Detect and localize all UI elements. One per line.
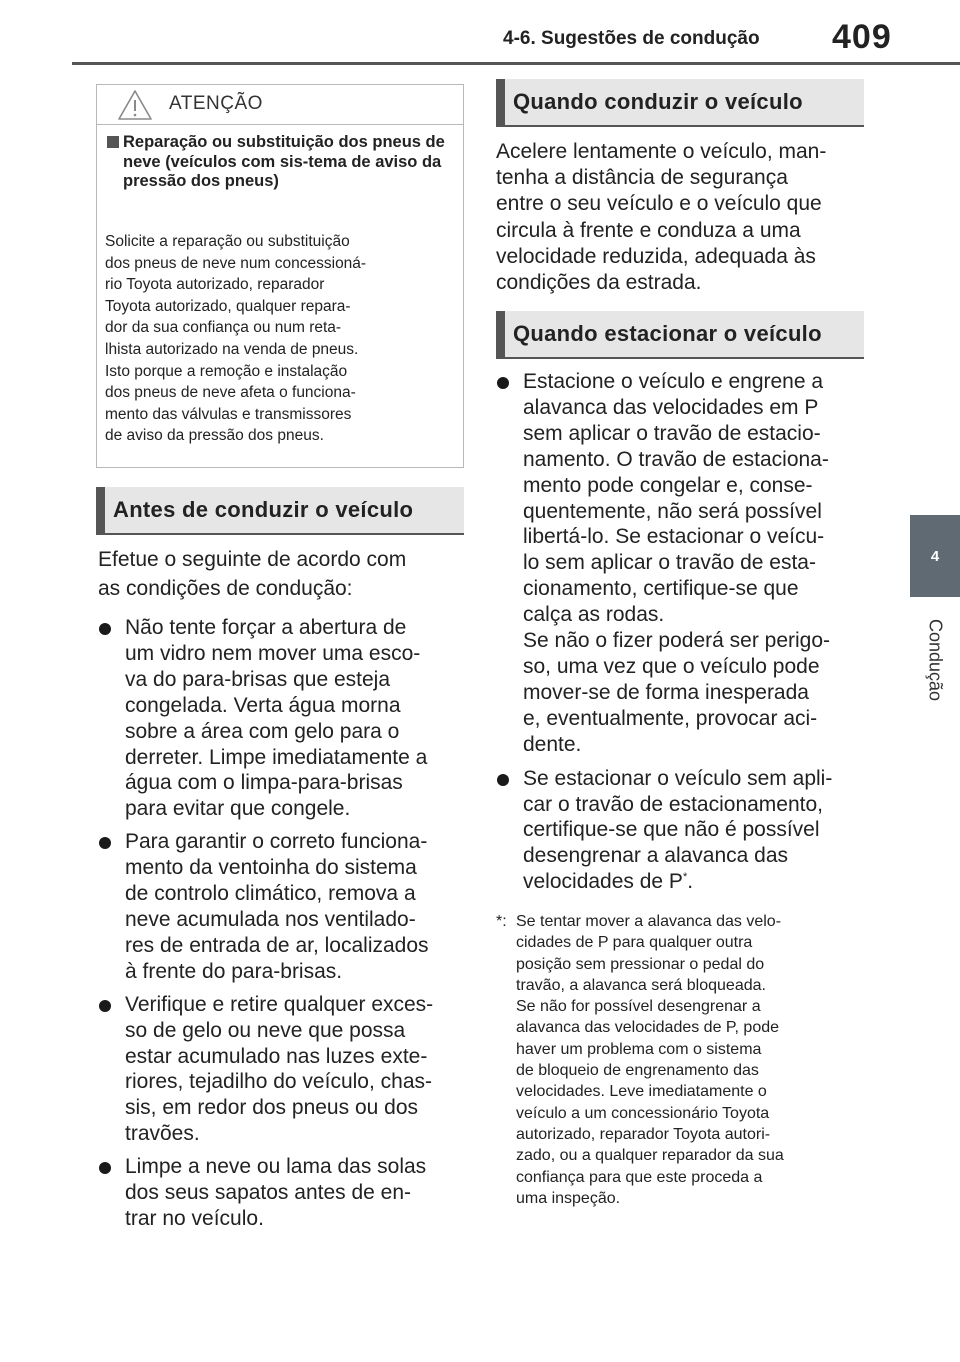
list-item: Se estacionar o veículo sem apli- car o travão de estacionamento, certifique-se que não é possível desengrenar a alavanca das velocidades de P*. bbox=[496, 766, 866, 896]
list-item: Estacione o veículo e engrene a alavanca das velocidades em P sem aplicar o travão de estacio- namento. O travão de estaciona- mento pode congelar e, conse- quentemente, não será possível libertá-lo. Se estacionar o veícu- lo sem aplicar o travão de esta- cionamento, certifique-se que calça as rodas. Se não o fizer poderá ser perigo- so, uma vez que o veículo pode mover-se de forma inesperada e, eventualmente, provocar aci- dente. bbox=[496, 369, 866, 758]
when-driving-text: Acelere lentamente o veículo, man- tenha a distância de segurança entre o seu veículo e o veículo que circula à frente e conduza a uma velocidade reduzida, adequada às condições da estrada. bbox=[496, 140, 827, 295]
chapter-label: Condução bbox=[925, 618, 946, 702]
warning-triangle-icon bbox=[117, 89, 153, 121]
header-rule bbox=[72, 62, 960, 65]
section-title: 4-6. Sugestões de condução bbox=[503, 28, 760, 49]
bullet-dot-icon bbox=[497, 377, 509, 389]
heading-when-parking-text: Quando estacionar o veículo bbox=[513, 321, 822, 346]
caution-title: ATENÇÃO bbox=[169, 93, 263, 114]
heading-when-driving bbox=[496, 79, 864, 127]
bullet-dot-icon bbox=[99, 1000, 111, 1012]
caution-body: Solicite a reparação ou substituição dos pneus de neve num concessioná- rio Toyota autorizado, reparador Toyota autorizado, qualquer repara- dor da sua confiança ou num reta- lhista autorizado na venda de pneus. Isto porque a remoção e instalação dos pneus de neve afeta o funciona- mento das válvulas e transmissores de aviso da pressão dos pneus. bbox=[105, 233, 367, 445]
footnote-text: Se tentar mover a alavanca das velo- cidades de P para qualquer outra posição sem pressionar o pedal do travão, a alavanca será bloqueada. Se não for possível desengrenar a alavanca das velocidades de P, pode haver um problema com o sistema de bloqueio de engrenamento das velocidades. Leve imediatamente o veículo a um concessionário Toyota autorizado, reparador Toyota autori- zado, ou a qualquer reparador da sua confiança para que este proceda a uma inspeção. bbox=[516, 913, 784, 1207]
bullet-dot-icon bbox=[99, 837, 111, 849]
list-item: Verifique e retire qualquer exces- so de gelo ou neve que possa estar acumulado nas luzes exte- riores, tejadilho do veículo, chas- sis, em redor dos pneus ou dos travões. bbox=[98, 992, 468, 1147]
bullet-dot-icon bbox=[497, 774, 509, 786]
caution-box bbox=[96, 84, 464, 468]
footnote-reference: * bbox=[682, 871, 688, 884]
list-item: Para garantir o correto funciona- mento da ventoinha do sistema de controlo climático, remova a neve acumulada nos ventilado- res de entrada de ar, localizados à frente do para-brisas. bbox=[98, 829, 468, 984]
page-number: 409 bbox=[832, 18, 892, 56]
caution-header bbox=[97, 85, 463, 125]
list-item: Não tente forçar a abertura de um vidro nem mover uma esco- va do para-brisas que esteja congelada. Verta água morna sobre a área com gelo para o derreter. Limpe imediatamente a água com o limpa-para-brisas para evitar que congele. bbox=[98, 615, 468, 822]
heading-before-driving-text: Antes de conduzir o veículo bbox=[113, 497, 414, 522]
heading-when-parking bbox=[496, 311, 864, 359]
caution-subheading bbox=[107, 133, 453, 192]
footnote-mark: *: bbox=[496, 913, 507, 930]
chapter-tab bbox=[910, 515, 960, 597]
before-driving-intro: Efetue o seguinte de acordo com as condições de condução: bbox=[98, 548, 407, 600]
square-bullet-icon bbox=[107, 136, 119, 148]
bullet-dot-icon bbox=[99, 1162, 111, 1174]
bullet-dot-icon bbox=[99, 623, 111, 635]
heading-before-driving bbox=[96, 487, 464, 535]
when-parking-list bbox=[496, 369, 866, 895]
list-item: Limpe a neve ou lama das solas dos seus sapatos antes de en- trar no veículo. bbox=[98, 1154, 468, 1232]
chapter-number: 4 bbox=[930, 547, 940, 565]
footnote bbox=[496, 911, 864, 1209]
before-driving-list bbox=[98, 615, 468, 1232]
heading-when-driving-text: Quando conduzir o veículo bbox=[513, 89, 803, 114]
caution-subheading-text: Reparação ou substituição dos pneus de neve (veículos com sis-tema de aviso da pressão dos pneus) bbox=[123, 133, 445, 190]
